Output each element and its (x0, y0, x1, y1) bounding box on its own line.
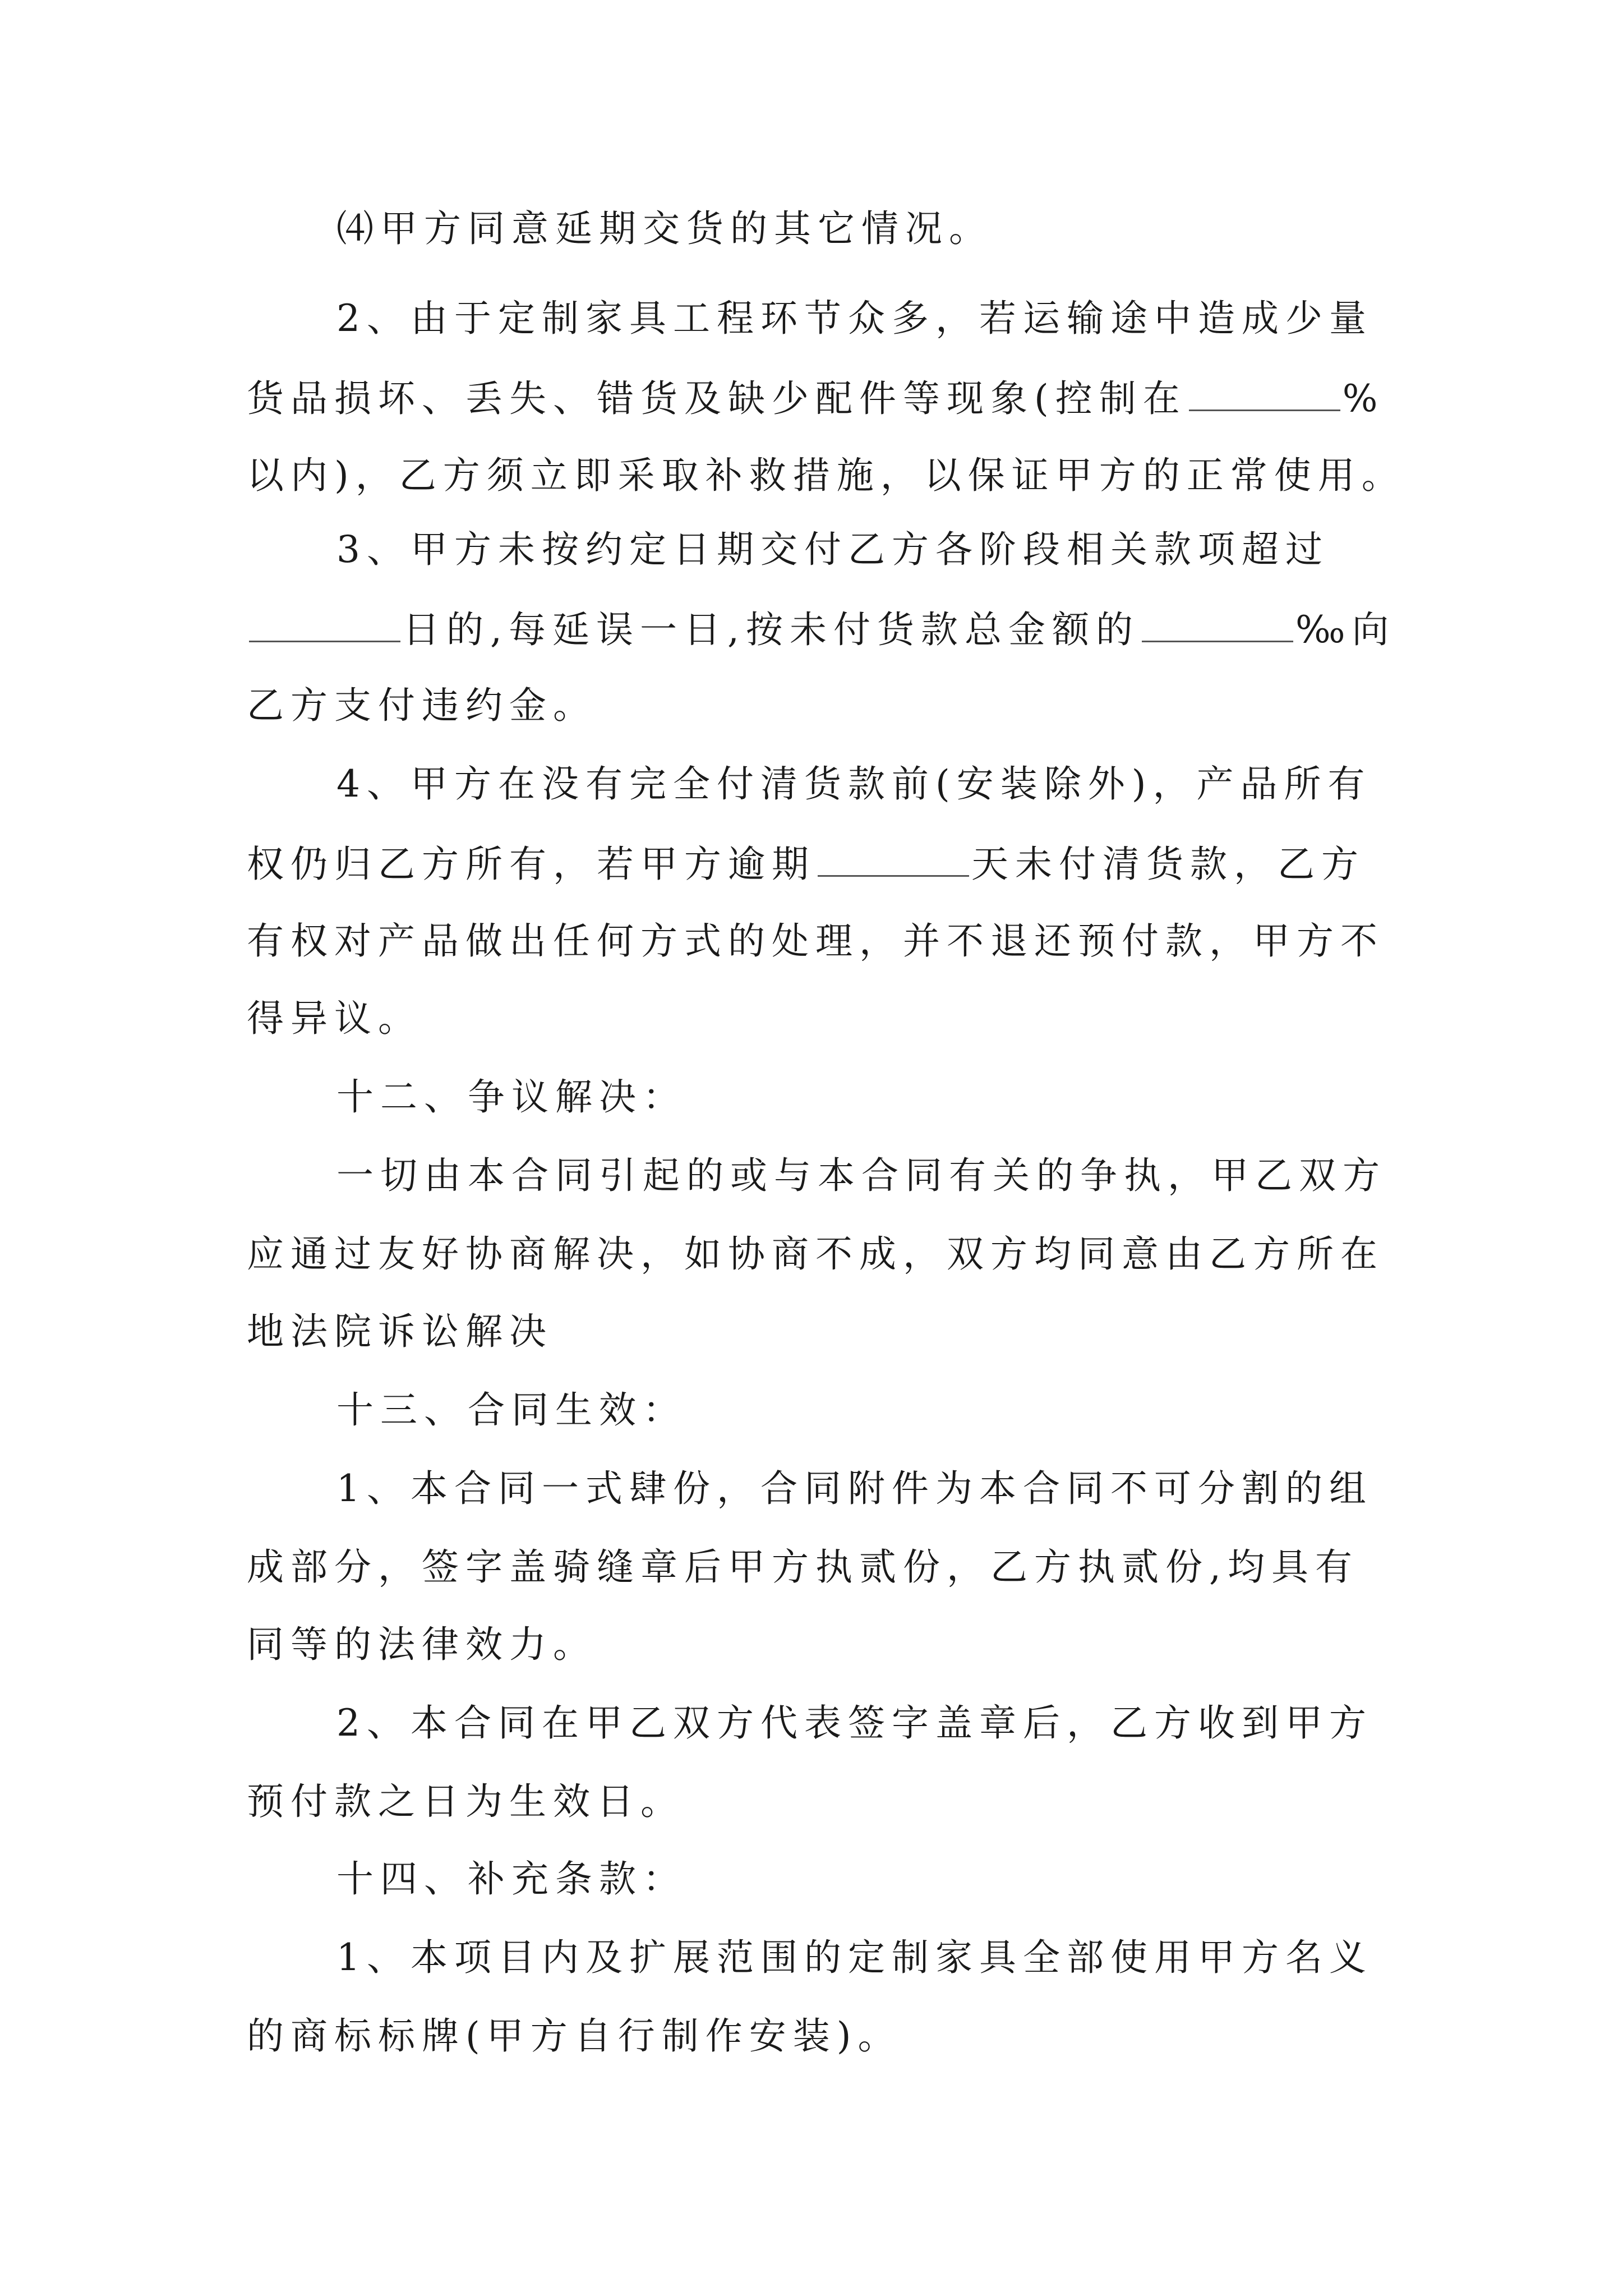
text-line: 的商标标牌(甲方自行制作安装)。 (247, 2014, 902, 2058)
text-line: 4、甲方在没有完全付清货款前(安装除外)，产品所有 (336, 762, 1372, 806)
text-segment: 货品损坏、丢失、错货及缺少配件等现象(控制在 (247, 377, 1187, 420)
fill-in-blank (249, 606, 400, 642)
text-line: 预付款之日为生效日。 (247, 1780, 684, 1823)
fill-in-blank (1142, 606, 1293, 642)
section-heading: 十二、争议解决： (336, 1075, 686, 1119)
text-line: 2、本合同在甲乙双方代表签字盖章后，乙方收到甲方 (336, 1701, 1373, 1745)
text-line: 2、由于定制家具工程环节众多，若运输途中造成少量 (336, 297, 1373, 340)
text-line: 乙方支付违约金。 (247, 684, 597, 727)
text-line: 得异议。 (247, 997, 422, 1040)
text-line: 一切由本合同引起的或与本合同有关的争执，甲乙双方 (336, 1154, 1386, 1197)
text-line: 应通过友好协商解决，如协商不成，双方均同意由乙方所在 (247, 1232, 1384, 1276)
text-line: 以内)，乙方须立即采取补救措施，以保证甲方的正常使用。 (247, 454, 1405, 497)
text-line: 有权对产品做出任何方式的处理，并不退还预付款，甲方不 (247, 919, 1384, 963)
section-heading: 十四、补充条款： (336, 1857, 686, 1901)
text-segment: % (1342, 377, 1385, 420)
fill-in-blank (1189, 375, 1340, 411)
text-segment: 权仍归乙方所有，若甲方逾期 (247, 843, 815, 886)
fill-in-blank (818, 840, 969, 877)
text-line: ⑷甲方同意延期交货的其它情况。 (336, 207, 993, 250)
text-line: 地法院诉讼解决 (247, 1310, 553, 1353)
text-segment: ‰向 (1295, 608, 1396, 651)
text-line: 成部分，签字盖骑缝章后甲方执贰份，乙方执贰份,均具有 (247, 1545, 1359, 1589)
text-line: 1、本合同一式肆份，合同附件为本合同不可分割的组 (336, 1467, 1373, 1510)
text-line: 1、本项目内及扩展范围的定制家具全部使用甲方名义 (336, 1936, 1373, 1979)
text-segment: 日的,每延误一日,按未付货款总金额的 (403, 608, 1140, 651)
text-line (247, 840, 1365, 887)
text-line: 同等的法律效力。 (247, 1623, 597, 1666)
text-line (247, 375, 1384, 421)
text-line: 3、甲方未按约定日期交付乙方各阶段相关款项超过 (336, 528, 1329, 571)
text-line (247, 606, 1396, 652)
text-segment: 天未付清货款，乙方 (971, 843, 1365, 886)
section-heading: 十三、合同生效： (336, 1388, 686, 1432)
